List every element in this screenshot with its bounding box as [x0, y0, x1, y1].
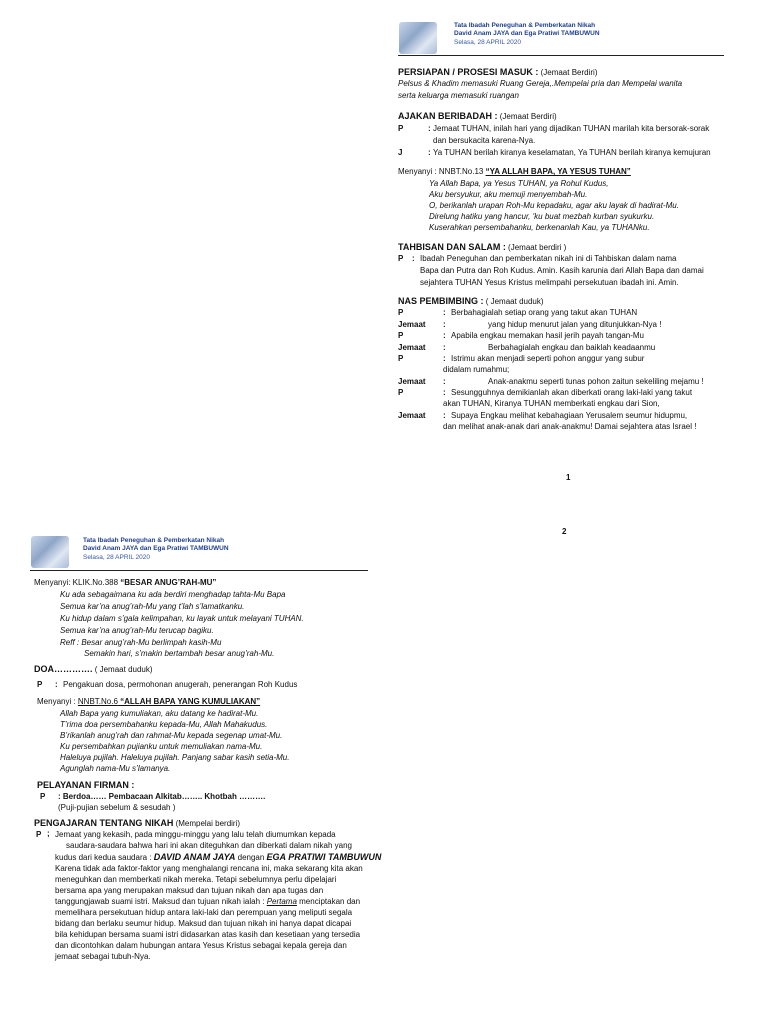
colon: : [443, 388, 446, 397]
responsive-text: Apabila engkau memakan hasil jerih payah tangan-Mu [451, 331, 645, 340]
section-title: NAS PEMBIMBING : [398, 296, 484, 306]
header-divider [398, 55, 724, 56]
page-header [454, 22, 600, 47]
teaching-line [55, 897, 360, 907]
header-title: Tata Ibadah Peneguhan & Pemberkatan Nikah [454, 22, 596, 29]
song-line: Ku hidup dalam s’gala kelimpahan, ku layak untuk melayani TUHAN. [60, 614, 304, 623]
section-title: DOA…………. [34, 664, 93, 674]
speaker-label: P [398, 254, 404, 263]
colon: : [443, 411, 446, 420]
section-doa [34, 664, 153, 675]
page-header [83, 537, 229, 562]
header-title: Tata Ibadah Peneguhan & Pemberkatan Nikah [83, 537, 225, 544]
section-note: ( Jemaat duduk) [92, 665, 153, 674]
speaker-label: Jemaat [398, 343, 426, 352]
song-title: “YA ALLAH BAPA, YA YESUS TUHAN” [485, 167, 631, 176]
liturgy-note: (Puji-pujian sebelum & sesudah ) [58, 803, 176, 812]
teaching-text: dengan [235, 853, 267, 862]
teaching-line: saudara-saudara bahwa hari ini akan diteguhkan dan diberkati dalam nikah yang [66, 841, 352, 850]
responsive-text: Berbahagialah setiap orang yang takut akan TUHAN [451, 308, 638, 317]
song-line: Kuserahkan persembahanku, berkenanlah Kau, ya TUHANku. [429, 223, 650, 232]
church-logo-image [31, 536, 69, 568]
groom-name: DAVID ANAM JAYA [153, 852, 236, 862]
song-line: T’rima doa persembahanku kepada-Mu, Allah Mahakudus. [60, 720, 268, 729]
teaching-line: memelihara persekutuan hidup antara laki-laki dan perempuan yang meliputi segala [55, 908, 353, 917]
speaker-label: Jemaat [398, 320, 426, 329]
teaching-line: Karena tidak ada faktor-faktor yang menghalangi rencana ini, maka sekarang kita akan [55, 864, 363, 873]
colon: : [443, 343, 446, 352]
song-line: B’rikanlah anug’rah dan rahmat-Mu kepada segenap umat-Mu. [60, 731, 283, 740]
speaker-label: P [398, 331, 404, 340]
section-note: (Jemaat Berdiri) [538, 68, 598, 77]
colon: : [428, 148, 431, 157]
section-pengajaran [34, 818, 240, 829]
song-line: Semua kar’na anug’rah-Mu terucap bagiku. [60, 626, 214, 635]
teaching-line: meneguhkan dan memberkati nikah mereka. Tetapi sebelumnya perlu dipelajari [55, 875, 337, 884]
song-line: Haleluya pujilah. Haleluya pujilah. Panjang sabar kasih setia-Mu. [60, 753, 290, 762]
liturgy-text: Pengakuan dosa, permohonan anugerah, penerangan Roh Kudus [63, 680, 298, 689]
teaching-line: bila kehidupan bersama suami istri didasarkan atas kasih dan kesetiaan yang tersedia [55, 930, 361, 939]
liturgy-text: Bapa dan Putra dan Roh Kudus. Amin. Kasih karunia dari Allah Bapa dan damai [420, 266, 704, 275]
colon: : [443, 377, 446, 386]
song-title: “BESAR ANUG’RAH-MU” [120, 578, 217, 587]
responsive-text: dan melihat anak-anak dari anak-anakmu! Damai sejahtera atas Israel ! [443, 422, 697, 431]
song-line: Semua kar’na anug’rah-Mu yang t’lah s’lamatkanku. [60, 602, 245, 611]
song-line: Ku persembahkan pujianku untuk memuliakan nama-Mu. [60, 742, 263, 751]
teaching-line [55, 852, 381, 863]
speaker-label: P [36, 830, 42, 839]
song-line: Allah Bapa yang kumuliakan, aku datang ke hadirat-Mu. [60, 709, 259, 718]
persiapan-line: Pelsus & Khadim memasuki Ruang Gereja,.Mempelai pria dan Mempelai wanita [398, 79, 683, 88]
responsive-text: yang hidup menurut jalan yang ditunjukkan-Nya ! [488, 320, 662, 329]
colon: : [443, 320, 446, 329]
page-number: 1 [566, 473, 571, 482]
colon: : [443, 354, 446, 363]
responsive-text: Istrimu akan menjadi seperti pohon anggur yang subur [451, 354, 645, 363]
song-line: Agunglah nama-Mu s’lamanya. [60, 764, 171, 773]
song-prefix: Menyanyi: KLIK.No.388 [34, 578, 121, 587]
section-persiapan [398, 67, 597, 78]
section-nas [398, 296, 544, 307]
responsive-text: didalam rumahmu; [443, 365, 510, 374]
church-logo-image [399, 22, 437, 54]
emphasis-word: Pertama [266, 897, 297, 906]
section-title: AJAKAN BERIBADAH : [398, 111, 498, 121]
song-heading [37, 697, 260, 707]
song-title: “ALLAH BAPA YANG KUMULIAKAN” [117, 697, 261, 706]
header-date: Selasa, 28 APRIL 2020 [83, 553, 150, 561]
liturgy-text: sejahtera TUHAN Yesus Kristus melimpahi persekutuan ibadah ini. Amin. [420, 278, 679, 287]
teaching-text: kudus dari kedua saudara : [55, 853, 154, 862]
responsive-text: Sesungguhnya demikianlah akan diberkati orang laki-laki yang takut [451, 388, 693, 397]
teaching-line: bersama apa yang merupakan maksud dan tujuan nikah dan apa tugas dan [55, 886, 324, 895]
song-line: Direlung hatiku yang hancur, 'ku buat mezbah kurban syukurku. [429, 212, 655, 221]
liturgy-text: Ibadah Peneguhan dan pemberkatan nikah ini di Tahbiskan dalam nama [420, 254, 677, 263]
speaker-label: Jemaat [398, 411, 426, 420]
speaker-label: P [398, 388, 404, 397]
teaching-text: tanggungjawab suami istri. Maksud dan tujuan nikah ialah : [55, 897, 267, 906]
speaker-label: P [40, 792, 46, 801]
header-couple: David Anam JAYA dan Ega Pratiwi TAMBUWUN [83, 545, 229, 553]
teaching-text: menciptakan dan [296, 897, 361, 906]
section-note: ( Jemaat duduk) [483, 297, 544, 306]
persiapan-line: serta keluarga memasuki ruangan [398, 91, 519, 100]
section-title: PENGAJARAN TENTANG NIKAH [34, 818, 174, 828]
section-note: (Jemaat berdiri ) [505, 243, 567, 252]
teaching-line: bidang dan berlaku seumur hidup. Maksud dan tujuan nikah ini hanya dapat dicapai [55, 919, 352, 928]
song-line: Ya Allah Bapa, ya Yesus TUHAN, ya Rohul Kudus, [429, 179, 609, 188]
song-reference: NNBT.No.6 [77, 697, 118, 706]
liturgy-text: dan bersukacita karena-Nya. [433, 136, 536, 145]
responsive-text: akan TUHAN, Kiranya TUHAN memberkati engkau dari Sion, [443, 399, 660, 408]
liturgy-text: Ya TUHAN berilah kiranya keselamatan, Ya TUHAN berilah kiranya kemujuran [433, 148, 711, 157]
section-note: (Jemaat Berdiri) [497, 112, 557, 121]
speaker-label: P [37, 680, 43, 689]
liturgy-text: Jemaat TUHAN, inilah hari yang dijadikan TUHAN marilah kita bersorak-sorak [433, 124, 710, 133]
header-couple: David Anam JAYA dan Ega Pratiwi TAMBUWUN [454, 30, 600, 38]
song-line: Ku ada sebagaimana ku ada berdiri menghadap tahta-Mu Bapa [60, 590, 286, 599]
section-tahbisan [398, 242, 566, 253]
song-line: Semakin hari, s’makin bertambah besar anug’rah-Mu. [84, 649, 275, 658]
teaching-line: Jemaat yang kekasih, pada minggu-minggu yang lalu telah diumumkan kepada [55, 830, 336, 839]
song-line: O, berikanlah urapan Roh-Mu kepadaku, agar aku layak di hadirat-Mu. [429, 201, 679, 210]
header-date: Selasa, 28 APRIL 2020 [454, 38, 521, 46]
song-heading [34, 578, 216, 588]
colon: : [412, 254, 415, 263]
responsive-text: Anak-anakmu seperti tunas pohon zaitun sekeliling mejamu ! [488, 377, 704, 386]
colon: : [428, 124, 431, 133]
teaching-line: dan dicontohkan dalam hubungan antara Yesus Kristus sebagai kepala gereja dan [55, 941, 347, 950]
liturgy-text: : Berdoa…… Pembacaan Alkitab…….. Khotbah ………. [58, 792, 266, 801]
responsive-text: Berbahagialah engkau dan baiklah keadaanmu [488, 343, 656, 352]
colon: ; [47, 829, 50, 838]
section-note: (Mempelai berdiri) [173, 819, 241, 828]
speaker-label: P [398, 308, 404, 317]
song-line: Reff : Besar anug’rah-Mu berlimpah kasih-Mu [60, 638, 222, 647]
section-pelayanan: PELAYANAN FIRMAN : [37, 780, 135, 790]
speaker-label: J [398, 148, 403, 157]
section-ajakan [398, 111, 557, 122]
song-line: Aku bersyukur, aku memuji menyembah-Mu. [429, 190, 588, 199]
section-title: TAHBISAN DAN SALAM : [398, 242, 506, 252]
responsive-text: Supaya Engkau melihat kebahagiaan Yerusalem seumur hidupmu, [451, 411, 688, 420]
teaching-line: jemaat sebagai tubuh-Nya. [55, 952, 151, 961]
header-divider [30, 570, 368, 571]
speaker-label: P [398, 354, 404, 363]
speaker-label: Jemaat [398, 377, 426, 386]
song-heading [398, 167, 631, 177]
song-prefix: Menyanyi : NNBT.No.13 [398, 167, 486, 176]
page-number: 2 [562, 527, 567, 536]
section-title: PERSIAPAN / PROSESI MASUK : [398, 67, 539, 77]
colon: : [443, 308, 446, 317]
colon: : [443, 331, 446, 340]
song-prefix: Menyanyi : [37, 697, 78, 706]
bride-name: EGA PRATIWI TAMBUWUN [266, 852, 382, 862]
speaker-label: P [398, 124, 404, 133]
colon: : [55, 680, 58, 689]
